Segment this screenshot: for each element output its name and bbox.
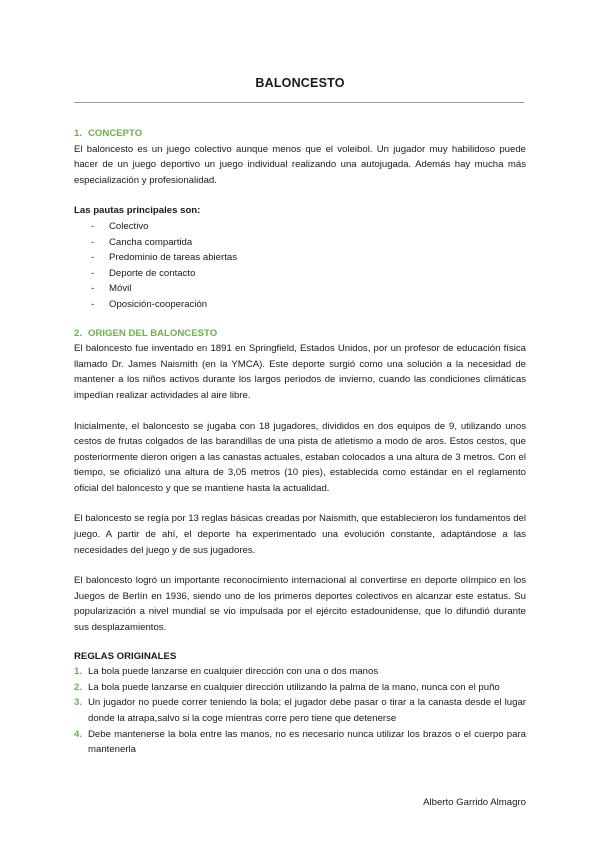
origen-paragraph: El baloncesto fue inventado en 1891 en Springfield, Estados Unidos, por un profesor de educación física llamado Dr. James Naismith (en la YMCA). Este deporte surgió como una solución a la necesidad de mantener a los niños activos durante los largos periodos de invierno, cuando las condiciones climáticas impedían realizar actividades al aire libre.	[74, 343, 526, 401]
section-heading-text: ORIGEN DEL BALONCESTO	[88, 327, 218, 339]
pautas-list	[74, 219, 526, 313]
concepto-paragraph: El baloncesto es un juego colectivo aunque menos que el voleibol. Un jugador muy habilidoso puede hacer de un juego deportivo un juego individual realizando una autojugada. Además hay mucha más especialización y profesionalidad.	[74, 143, 526, 186]
list-item: - Predominio de tareas abiertas	[74, 250, 526, 266]
rule-text: La bola puede lanzarse en cualquier dirección utilizando la palma de la mano, nunca con el puño	[88, 681, 500, 693]
list-item	[74, 664, 526, 680]
author-footer: Alberto Garrido Almagro	[423, 797, 526, 808]
section-heading-text: CONCEPTO	[88, 128, 143, 139]
section-number: 1.	[74, 128, 83, 139]
reglas-list	[74, 664, 526, 758]
list-item	[74, 680, 526, 696]
origen-paragraph: El baloncesto se regía por 13 reglas básicas creadas por Naismith, que establecieron los fundamentos del juego. A partir de ahí, el deporte ha experimentado una evolución constante, adaptándose a las necesidades del juego y de sus jugadores.	[74, 513, 526, 556]
document-title: BALONCESTO	[255, 76, 345, 90]
origen-paragraph: Inicialmente, el baloncesto se jugaba con 18 jugadores, divididos en dos equipos de 9, utilizando unos cestos de frutas colgados de las barandillas de una pista de atletismo a modo de aros. Estos cestos, que posteriormente dieron origen a las canastas actuales, estaban colocados a una altura de 3 metros. Con el tiempo, se oficializó una altura de 3,05 metros (10 pies), establecida como estándar en el reglamento oficial del baloncesto y que se mantiene hasta la actualidad.	[74, 420, 526, 494]
list-item	[74, 727, 526, 758]
list-item: - Colectivo	[74, 219, 526, 235]
pautas-title: Las pautas principales son:	[74, 205, 201, 217]
reglas-title: REGLAS ORIGINALES	[74, 650, 177, 662]
rule-number: 4.	[74, 728, 83, 740]
origen-paragraph: El baloncesto logró un importante reconocimiento internacional al convertirse en deporte olímpico en los Juegos de Berlín en 1936, siendo uno de los primeros deportes colectivos en alcanzar este estatus. Su popularización a nivel mundial se vio impulsada por el ejército estadounidense, que lo difundió durante sus desplazamientos.	[74, 575, 526, 634]
rule-text: Debe mantenerse la bola entre las manos, no es necesario nunca utilizar los brazos o el cuerpo para mantenerla	[88, 728, 526, 756]
rule-text: La bola puede lanzarse en cualquier dirección con una o dos manos	[88, 666, 379, 678]
title-divider	[74, 102, 524, 103]
rule-text: Un jugador no puede correr teniendo la bola; el jugador debe pasar o tirar a la canasta desde el lugar donde la atrapa,salvo si la coge mientras corre pero tiene que detenerse	[88, 697, 526, 724]
section-heading-origen	[74, 326, 526, 342]
list-item	[74, 695, 526, 726]
rule-number: 2.	[74, 681, 83, 693]
list-item: - Móvil	[74, 281, 526, 297]
list-item: - Cancha compartida	[74, 235, 526, 251]
section-heading-concepto	[74, 126, 526, 142]
list-item: - Oposición-cooperación	[74, 297, 526, 313]
rule-number: 3.	[74, 697, 83, 709]
list-item: - Deporte de contacto	[74, 266, 526, 282]
rule-number: 1.	[74, 666, 83, 678]
document-body	[74, 126, 526, 758]
section-number: 2.	[74, 327, 83, 339]
